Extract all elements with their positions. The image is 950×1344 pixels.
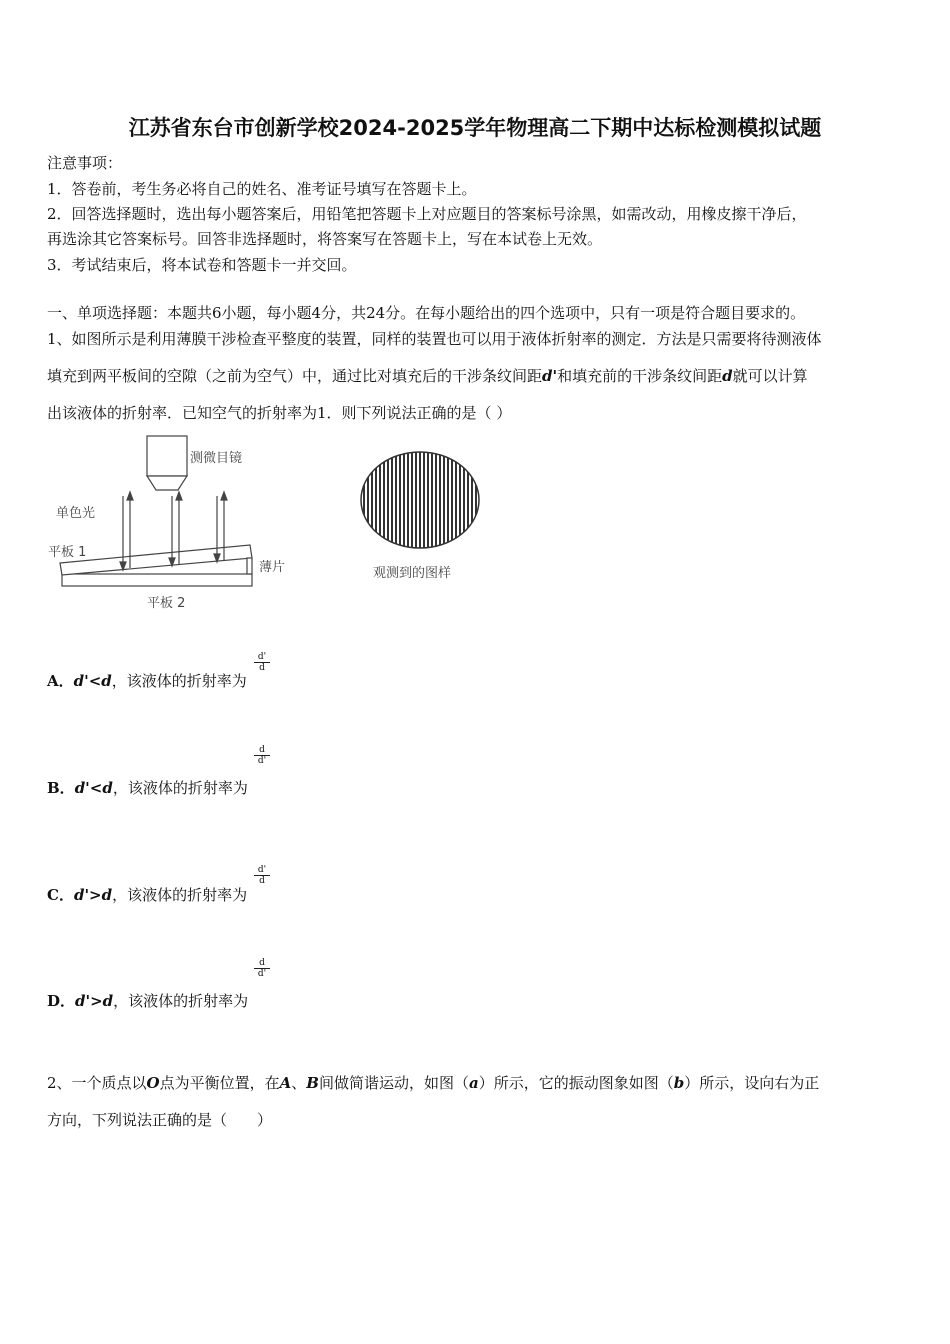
q2-text: 、 <box>291 1074 307 1092</box>
notice-item-2-cont: 再选涂其它答案标号。回答非选择题时，将答案写在答题卡上，写在本试卷上无效。 <box>47 230 603 248</box>
fig-a: a <box>469 1074 479 1092</box>
observed-pattern-figure <box>355 450 485 585</box>
q2-text: 间做简谐运动，如图（ <box>318 1074 469 1092</box>
option-letter: A． <box>47 672 74 690</box>
fraction-denominator: d <box>259 876 265 886</box>
fraction-numerator: d' <box>254 865 270 876</box>
option-b[interactable] <box>47 777 248 798</box>
option-letter: D． <box>47 992 76 1010</box>
fraction-a <box>254 652 270 673</box>
fraction-denominator: d' <box>257 756 267 766</box>
q1-line-2 <box>47 365 808 386</box>
plate-1 <box>60 545 252 575</box>
fig-b: b <box>673 1074 685 1092</box>
q2-text: 点为平衡位置，在 <box>159 1074 280 1092</box>
microscope-lens <box>147 476 187 490</box>
option-condition: d'>d <box>75 992 114 1010</box>
fraction-denominator: d' <box>257 969 267 979</box>
q2-line-2: 方向，下列说法正确的是（ ） <box>47 1111 273 1129</box>
label-pattern: 观测到的图样 <box>373 566 452 581</box>
q2-text: 2、一个质点以 <box>47 1074 147 1092</box>
fraction-denominator: d <box>259 663 265 673</box>
q1-text: 和填充前的干涉条纹间距 <box>557 367 723 385</box>
fraction-d <box>254 958 270 979</box>
option-text: ，该液体的折射率为 <box>112 779 248 797</box>
q1-text: 填充到两平板间的空隙（之前为空气）中，通过比对填充后的干涉条纹间距 <box>47 367 543 385</box>
thin-sheet <box>247 558 252 574</box>
q1-line-1: 1、如图所示是利用薄膜干涉检查平整度的装置，同样的装置也可以用于液体折射率的测定．方法是只需要将待测液体 <box>47 330 822 348</box>
option-condition: d'<d <box>73 672 112 690</box>
plate-2 <box>62 574 252 586</box>
option-a[interactable] <box>47 670 247 691</box>
notice-item-2: 2．回答选择题时，选出每小题答案后，用铅笔把答题卡上对应题目的答案标号涂黑，如需改动，用橡皮擦干净后， <box>47 205 807 223</box>
notice-heading: 注意事项： <box>47 154 123 172</box>
notice-item-3: 3．考试结束后，将本试卷和答题卡一并交回。 <box>47 256 357 274</box>
fraction-numerator: d <box>254 958 270 969</box>
option-d[interactable] <box>47 990 248 1011</box>
q1-text: 就可以计算 <box>732 367 808 385</box>
var-d-prime: d' <box>542 367 558 385</box>
q2-text: ）所示，它的振动图象如图（ <box>478 1074 674 1092</box>
label-light: 单色光 <box>56 506 96 521</box>
interference-apparatus-figure <box>44 430 286 615</box>
fraction-c <box>254 865 270 886</box>
notice-item-1: 1．答卷前，考生务必将自己的姓名、准考证号填写在答题卡上。 <box>47 180 477 198</box>
page-title: 江苏省东台市创新学校2024-2025学年物理高二下期中达标检测模拟试题 <box>128 116 822 140</box>
var-a: A <box>279 1074 292 1092</box>
fraction-b <box>254 745 270 766</box>
label-microscope: 测微目镜 <box>190 451 243 466</box>
var-o: O <box>146 1074 160 1092</box>
var-b: B <box>306 1074 319 1092</box>
label-plate-1: 平板 1 <box>48 545 87 560</box>
var-d: d <box>722 367 733 385</box>
q2-text: ）所示，设向右为正 <box>684 1074 820 1092</box>
fringe-pattern <box>355 450 485 550</box>
option-c[interactable] <box>47 884 247 905</box>
section-heading: 一、单项选择题：本题共6小题，每小题4分，共24分。在每小题给出的四个选项中，只有一项是符合题目要求的。 <box>47 304 806 322</box>
q1-line-3: 出该液体的折射率．已知空气的折射率为1．则下列说法正确的是（ ） <box>47 404 512 422</box>
option-condition: d'<d <box>74 779 113 797</box>
label-sheet: 薄片 <box>259 560 286 575</box>
fraction-numerator: d <box>254 745 270 756</box>
microscope-body <box>147 436 187 476</box>
label-plate-2: 平板 2 <box>147 596 186 611</box>
option-text: ，该液体的折射率为 <box>112 886 248 904</box>
option-letter: C． <box>47 886 74 904</box>
q2-line-1 <box>47 1072 819 1093</box>
option-text: ，该液体的折射率为 <box>113 992 249 1010</box>
option-condition: d'>d <box>73 886 113 904</box>
option-text: ，该液体的折射率为 <box>111 672 247 690</box>
option-letter: B． <box>47 779 75 797</box>
fraction-numerator: d' <box>254 652 270 663</box>
